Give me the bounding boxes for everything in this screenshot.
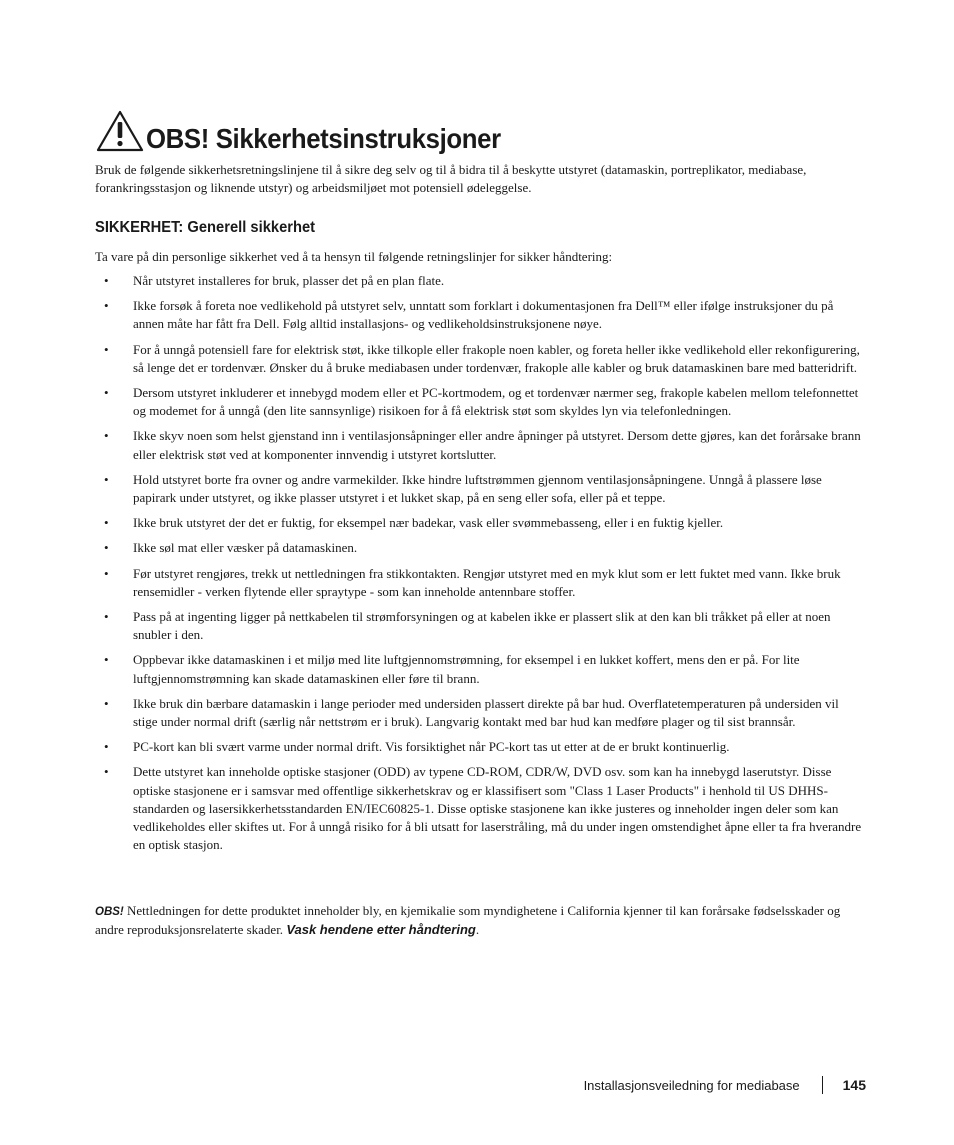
list-item (95, 341, 865, 377)
bullet: • (104, 428, 109, 444)
bullet: • (104, 540, 109, 556)
list-item-text: Dersom utstyret inkluderer et innebygd modem eller et PC-kortmodem, og et tordenvær nærmer seg, frakople kabelen mellom telefonnettet og modemet for å unngå (den lite sannsynlige) risikoen for å få elektrisk støt som skyldes lyn via telefonledningen. (133, 385, 859, 419)
bullet: • (104, 298, 109, 314)
bullet: • (104, 739, 109, 755)
list-item-text: Før utstyret rengjøres, trekk ut nettledningen fra stikkontakten. Rengjør utstyret med en myk klut som er lett fuktet med vann. Ikke bruk rensemidler - verken flytende eller spraytype - som kan inneholde antennbare stoffer. (133, 565, 841, 599)
bullet: • (104, 695, 109, 711)
list-item (95, 695, 865, 731)
caution-emphasis: Vask hendene etter håndtering (286, 922, 476, 938)
title-row (96, 110, 532, 152)
page-number: 145 (842, 1077, 866, 1093)
warning-icon (96, 110, 144, 152)
page-footer (584, 1076, 866, 1094)
list-item-text: Ikke bruk utstyret der det er fuktig, for eksempel nær badekar, vask eller svømmebasseng, eller i en fuktig kjeller. (133, 515, 724, 531)
list-item-text: Oppbevar ikke datamaskinen i et miljø med lite luftgjennomstrømning, for eksempel i en lukket koffert, mens den er på. For lite luftgjennomstrømning kan skade datamaskinen eller føre til brann. (133, 652, 800, 686)
list-item-text: Dette utstyret kan inneholde optiske stasjoner (ODD) av typene CD-ROM, CDR/W, DVD osv. som kan ha innebygd laserutstyr. Disse optiske stasjonene er i samsvar med offentlige sikkerhetskrav og er klassifisert som "Class 1 Laser Products" i henhold til US DHHS-standarden og lasersikkerhetsstandarden EN/IEC60825-1. Disse optiske stasjonene kan ikke justeres og inneholder ingen deler som kan vedlikeholdes eller skiftes ut. For å unngå risiko for å bli utsatt for laserstråling, må du under ingen omstendighet åpne eller ta fra hverandre en optisk stasjon. (133, 764, 862, 853)
bullet: • (104, 385, 109, 401)
list-item (95, 608, 865, 644)
caution-note (95, 902, 865, 939)
footer-doc-title: Installasjonsveiledning for mediabase (583, 1077, 800, 1093)
list-item-text: For å unngå potensiell fare for elektrisk støt, ikke tilkople eller frakople noen kabler, og foreta heller ikke vedlikehold eller rekonfigurering, så lenge det er tordenvær. Ønsker du å bruke mediabasen under tordenvær, frakople alle kabler og bruk datamaskinen bare med batteridrift. (133, 341, 860, 375)
section-lead: Ta vare på din personlige sikkerhet ved å ta hensyn til følgende retningslinjer for sikker håndtering: (95, 249, 613, 264)
bullet: • (104, 764, 109, 780)
bullet: • (104, 652, 109, 668)
bullet: • (104, 515, 109, 531)
bullet: • (104, 565, 109, 581)
list-item (95, 738, 865, 756)
list-item (95, 427, 865, 463)
list-item (95, 651, 865, 687)
page-title: OBS! Sikkerhetsinstruksjoner (146, 123, 501, 154)
list-item-text: Når utstyret installeres for bruk, plasser det på en plan flate. (133, 273, 445, 288)
list-item-text: Ikke bruk din bærbare datamaskin i lange perioder med undersiden plassert direkte på bar hud. Overflatetemperaturen på undersiden vil stige under normal drift (særlig når nettstrøm er i bruk). Langvarig kontakt med bar hud kan medføre plager og til sist brannsår. (133, 695, 839, 730)
list-item (95, 297, 865, 333)
list-item-text: Ikke skyv noen som helst gjenstand inn i ventilasjonsåpninger eller andre åpninger på utstyret. Dersom dette gjøres, kan det forårsake brann eller elektrisk støt ved at komponenter innvendig i utstyret kortslutter. (133, 428, 861, 462)
list-item-text: Ikke forsøk å foreta noe vedlikehold på utstyret selv, unntatt som forklart i dokumentasjonen fra Dell™ eller ifølge instruksjoner du på annen måte har fått fra Dell. Følg alltid installasjons- og vedlikeholdsinstruksjonene nøye. (133, 298, 834, 332)
footer-divider (822, 1076, 823, 1094)
list-item (95, 471, 865, 507)
list-item-text: Pass på at ingenting ligger på nettkabelen til strømforsyningen og at kabelen ikke er plassert slik at den kan bli tråkket på eller at noen snubler i den. (133, 609, 831, 643)
bullet: • (104, 471, 109, 487)
list-item (95, 272, 865, 290)
caution-text: Nettledningen for dette produktet inneholder bly, en kjemikalie som myndighetene i California kjenner til kan forårsake fødselsskader og andre reproduksjonsrelaterte skader. (95, 903, 841, 938)
list-item (95, 763, 865, 854)
caution-label: OBS! (95, 906, 124, 918)
section-heading: SIKKERHET: Generell sikkerhet (95, 219, 316, 236)
bullet: • (104, 609, 109, 625)
list-item (95, 565, 865, 601)
bullet: • (104, 341, 109, 357)
list-item (95, 384, 865, 420)
list-item-text: Hold utstyret borte fra ovner og andre varmekilder. Ikke hindre luftstrømmen gjennom ventilasjonsåpningene. Unngå å plassere løse papirark under utstyret, og ikke plasser utstyret i et lukket skap, på en seng eller sofa, eller på et teppe. (133, 471, 822, 506)
caution-end: . (475, 922, 480, 938)
list-item (95, 539, 865, 557)
safety-list (95, 272, 865, 861)
intro-paragraph: Bruk de følgende sikkerhetsretningslinjene til å sikre deg selv og til å bidra til å beskytte utstyret (datamaskin, portreplikator, mediabase, forankringsstasjon og liknende utstyr) og arbeidsmiljøet mot potensiell ødeleggelse. (95, 162, 807, 196)
list-item-text: Ikke søl mat eller væsker på datamaskinen. (133, 540, 358, 556)
bullet: • (104, 273, 109, 288)
list-item (95, 514, 865, 532)
list-item-text: PC-kort kan bli svært varme under normal drift. Vis forsiktighet når PC-kort tas ut etter at de er brukt kontinuerlig. (133, 739, 730, 755)
